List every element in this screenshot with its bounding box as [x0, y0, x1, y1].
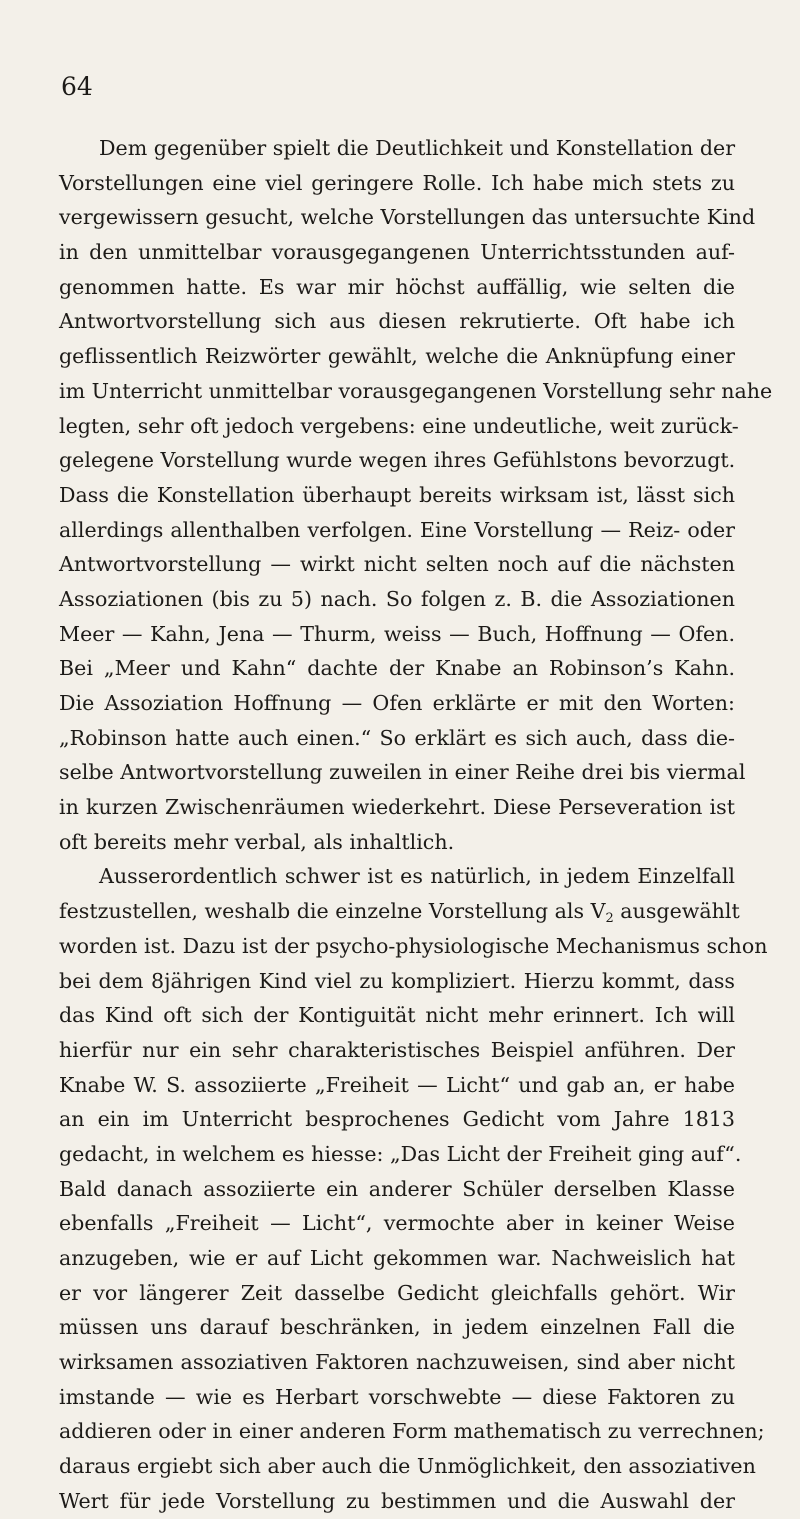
paragraph-1 — [59, 131, 773, 859]
text-line: an ein im Unterricht besprochenes Gedicht vom Jahre 1813 — [59, 1107, 735, 1132]
text-line: wirksamen assoziativen Faktoren nachzuweisen, sind aber nicht — [59, 1350, 735, 1375]
text-line: addieren oder in einer anderen Form mathematisch zu verrechnen; — [59, 1419, 765, 1444]
text-line: Meer — Kahn, Jena — Thurm, weiss — Buch, Hoffnung — Ofen. — [59, 621, 735, 646]
text-line: Die Assoziation Hoffnung — Ofen erklärte er mit den Worten: — [59, 691, 735, 715]
text-line: Vorstellungen eine viel geringere Rolle. Ich habe mich stets zu — [59, 170, 735, 195]
text-line: Ausserordentlich schwer ist es natürlich, in jedem Einzelfall — [99, 864, 735, 889]
text-line: genommen hatte. Es war mir höchst auffällig, wie selten die — [59, 274, 735, 299]
text-line: Bei „Meer und Kahn“ dachte der Knabe an Robinson’s Kahn. — [59, 656, 735, 681]
text-line: im Unterricht unmittelbar vorausgegangenen Vorstellung sehr nahe — [59, 378, 773, 403]
subscript: 2 — [605, 911, 614, 927]
text-line: Bald danach assoziierte ein anderer Schüler derselben Klasse — [59, 1176, 735, 1201]
text-line: Dass die Konstellation überhaupt bereits wirksam ist, lässt sich — [59, 482, 735, 507]
text-line: bei dem 8jährigen Kind viel zu kompliziert. Hierzu kommt, dass — [59, 968, 735, 993]
text-line: in den unmittelbar vorausgegangenen Unterrichtsstunden auf- — [59, 240, 735, 265]
page-number: 64 — [61, 72, 93, 101]
text-line: gedacht, in welchem es hiesse: „Das Licht der Freiheit ging auf“. — [59, 1141, 742, 1166]
text-line: Antwortvorstellung — wirkt nicht selten noch auf die nächsten — [59, 552, 735, 577]
text-line: legten, sehr oft jedoch vergebens: eine undeutliche, weit zurück- — [59, 413, 739, 438]
text-line: müssen uns darauf beschränken, in jedem einzelnen Fall die — [59, 1315, 735, 1340]
text-line: oft bereits mehr verbal, als inhaltlich. — [59, 829, 455, 854]
text-line: hierfür nur ein sehr charakteristisches Beispiel anführen. Der — [59, 1037, 735, 1062]
text-line: daraus ergiebt sich aber auch die Unmöglichkeit, den assoziativen — [59, 1454, 756, 1479]
text-line: selbe Antwortvorstellung zuweilen in einer Reihe drei bis viermal — [59, 760, 746, 785]
text-line: imstande — wie es Herbart vorschwebte — diese Faktoren zu — [59, 1384, 735, 1409]
paragraph-2 — [59, 859, 768, 1518]
text-line: Dem gegenüber spielt die Deutlichkeit und Konstellation der — [99, 136, 736, 160]
text-line: „Robinson hatte auch einen.“ So erklärt es sich auch, dass die- — [59, 725, 735, 750]
text-line: ebenfalls „Freiheit — Licht“, vermochte aber in keiner Weise — [59, 1211, 735, 1236]
text-line: geflissentlich Reizwörter gewählt, welche die Anknüpfung einer — [59, 344, 735, 369]
line-text: festzustellen, weshalb die einzelne Vorstellung als V — [59, 899, 606, 924]
body-text — [59, 131, 773, 1519]
text-line: allerdings allenthalben verfolgen. Eine Vorstellung — Reiz- oder — [59, 517, 735, 542]
line-tail: ausgewählt — [613, 899, 740, 924]
text-line: das Kind oft sich der Kontiguität nicht mehr erinnert. Ich will — [59, 1003, 735, 1028]
text-line: Assoziationen (bis zu 5) nach. So folgen z. B. die Assoziationen — [59, 586, 735, 611]
text-line: Wert für jede Vorstellung zu bestimmen und die Auswahl der — [59, 1488, 735, 1513]
text-line: er vor längerer Zeit dasselbe Gedicht gleichfalls gehört. Wir — [59, 1280, 735, 1305]
text-line: Antwortvorstellung sich aus diesen rekrutierte. Oft habe ich — [59, 309, 735, 334]
text-line: in kurzen Zwischenräumen wiederkehrt. Diese Perseveration ist — [59, 795, 735, 820]
text-line: Knabe W. S. assoziierte „Freiheit — Licht“ und gab an, er habe — [59, 1072, 735, 1097]
text-line: vergewissern gesucht, welche Vorstellungen das untersuchte Kind — [59, 205, 756, 230]
text-line: anzugeben, wie er auf Licht gekommen war. Nachweislich hat — [59, 1246, 735, 1270]
text-line: worden ist. Dazu ist der psycho-physiologische Mechanismus schon — [59, 933, 768, 958]
text-line-with-subscript — [59, 894, 740, 929]
text-line: gelegene Vorstellung wurde wegen ihres Gefühlstons bevorzugt. — [59, 448, 736, 473]
